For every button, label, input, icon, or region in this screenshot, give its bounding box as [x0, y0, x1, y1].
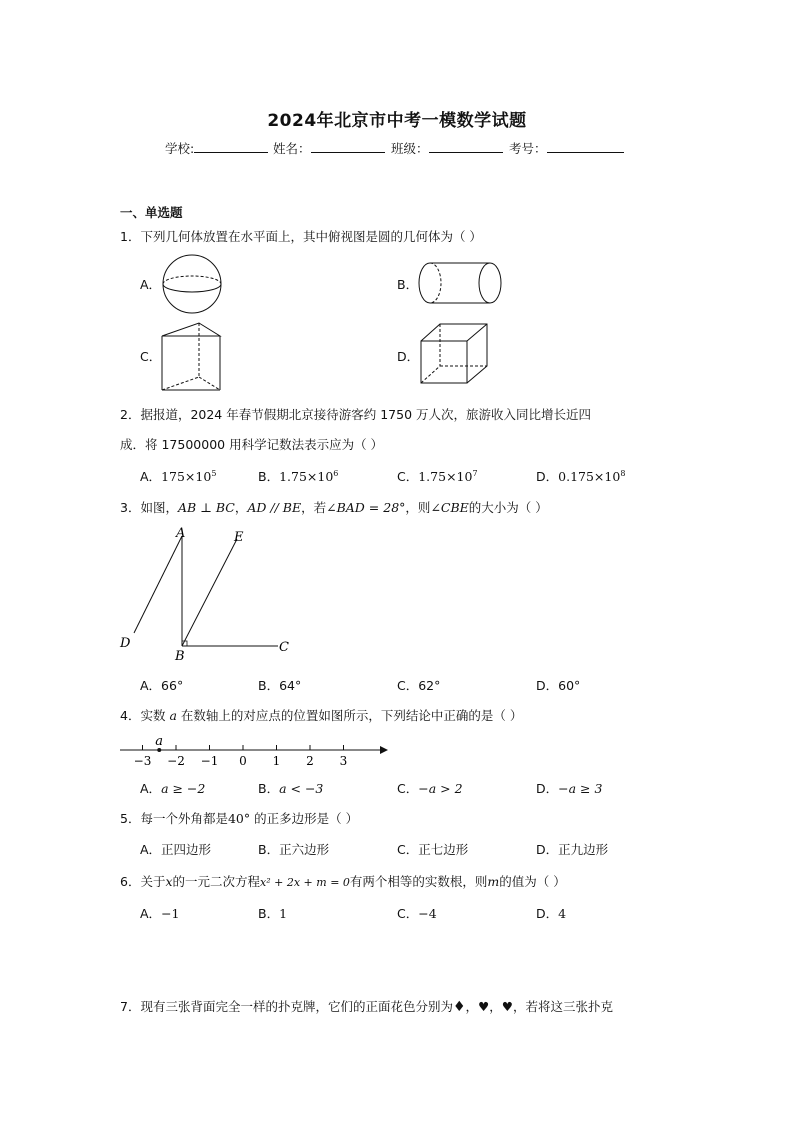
q5-option-b[interactable]: B．正六边形: [258, 842, 330, 857]
page-title: 2024年北京市中考一模数学试题: [267, 111, 527, 131]
angle-figure: [118, 525, 298, 665]
cylinder-figure: [418, 262, 504, 304]
q2-option-c[interactable]: C．$1.75\times 10^7$: [397, 468, 478, 484]
exam-number-field[interactable]: [509, 139, 624, 157]
question-1-text: 1．下列几何体放置在水平面上，其中俯视图是圆的几何体为（ ）: [120, 229, 482, 244]
axis-tick-label: −1: [200, 754, 219, 768]
q1-option-c-label[interactable]: C．: [140, 349, 162, 364]
q2-option-b[interactable]: B．$1.75\times 10^6$: [258, 468, 339, 484]
q6-option-d[interactable]: D．4: [536, 906, 567, 921]
question-3-text: 3．如图，AB ⊥ BC，AD // BE，若∠BAD = 28°，则∠CBE的大小为（ ）: [120, 500, 548, 515]
school-field[interactable]: [165, 139, 268, 157]
q5-option-c[interactable]: C．正七边形: [397, 842, 469, 857]
q4-option-a[interactable]: A．a ≥ −2: [140, 781, 206, 796]
axis-tick-label: 1: [272, 754, 281, 768]
axis-tick-label: 2: [306, 754, 314, 768]
q2-option-a[interactable]: A．$175\times 10^5$: [140, 468, 217, 484]
question-2-line1: 2．据报道，2024 年春节假期北京接待游客约 1750 万人次，旅游收入同比增长近四: [120, 407, 591, 422]
class-field[interactable]: [391, 139, 503, 157]
question-2-line2: 成．将 17500000 用科学记数法表示应为（ ）: [120, 437, 384, 452]
point-d-label: D: [120, 636, 131, 651]
question-5-text: 5．每一个外角都是40° 的正多边形是（ ）: [120, 811, 359, 826]
name-field[interactable]: [273, 139, 385, 157]
q5-option-a[interactable]: A．正四边形: [140, 842, 212, 857]
q3-option-b[interactable]: B．64°: [258, 678, 302, 693]
q4-option-b[interactable]: B．a < −3: [258, 781, 324, 796]
q6-option-b[interactable]: B．1: [258, 906, 288, 921]
number-line: [118, 730, 388, 770]
point-b-label: B: [175, 649, 185, 664]
q5-option-d[interactable]: D．正九边形: [536, 842, 609, 857]
class-label: 班级：: [391, 141, 429, 156]
point-a-axis-label: a: [155, 734, 164, 749]
question-7-text: 7．现有三张背面完全一样的扑克牌，它们的正面花色分别为♦，♥，♥，若将这三张扑克: [120, 999, 614, 1015]
name-label: 姓名：: [273, 141, 311, 156]
school-label: 学校:: [165, 141, 195, 156]
q1-option-b-label[interactable]: B．: [397, 277, 419, 292]
diamond-suit-icon: ♦: [452, 999, 466, 1015]
point-a-label: A: [176, 526, 186, 541]
q3-option-c[interactable]: C．62°: [397, 678, 441, 693]
point-c-label: C: [279, 640, 289, 655]
point-e-label: E: [234, 530, 244, 545]
axis-tick-label: −3: [133, 754, 152, 768]
axis-tick-label: −2: [167, 754, 185, 768]
q6-option-a[interactable]: A．−1: [140, 906, 180, 921]
axis-tick-label: 0: [239, 754, 247, 768]
question-6-text: 6．关于x的一元二次方程x² + 2x + m = 0有两个相等的实数根，则m的值为（ ）: [120, 874, 566, 889]
q3-option-d[interactable]: D．60°: [536, 678, 581, 693]
q1-option-a-label[interactable]: A．: [140, 277, 162, 292]
sphere-figure: [162, 254, 224, 316]
axis-tick-label: 3: [339, 754, 348, 768]
exam-number-label: 考号：: [509, 141, 547, 156]
q2-option-d[interactable]: D．$0.175\times 10^8$: [536, 468, 626, 484]
heart-suit-icon: ♥: [478, 999, 490, 1014]
heart-suit-icon: ♥: [501, 999, 513, 1014]
q1-option-d-label[interactable]: D．: [397, 349, 420, 364]
section-heading: 一、单选题: [120, 205, 183, 220]
q4-option-d[interactable]: D．−a ≥ 3: [536, 781, 603, 796]
q3-option-a[interactable]: A．66°: [140, 678, 184, 693]
q6-option-c[interactable]: C．−4: [397, 906, 437, 921]
question-4-text: 4．实数 a 在数轴上的对应点的位置如图所示，下列结论中正确的是（ ）: [120, 708, 523, 723]
triangular-prism-figure: [161, 322, 223, 392]
q4-option-c[interactable]: C．−a > 2: [397, 781, 463, 796]
cube-figure: [420, 323, 490, 385]
